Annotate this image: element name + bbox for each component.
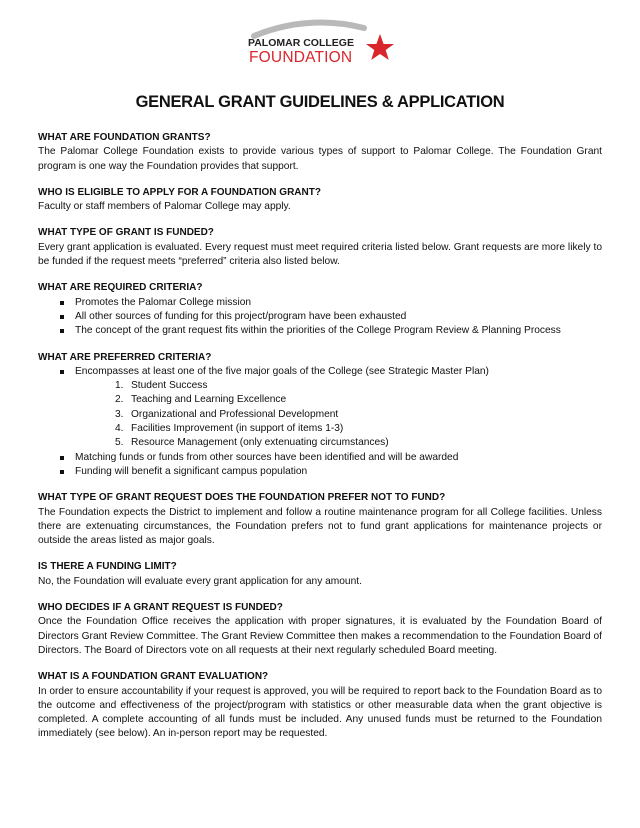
section-heading: WHAT IS A FOUNDATION GRANT EVALUATION? <box>38 671 269 683</box>
goal-number: 1. <box>115 380 124 392</box>
star-icon <box>366 34 394 60</box>
section-text: No, the Foundation will evaluate every grant application for any amount. <box>38 575 362 587</box>
goal-text: Resource Management (only extenuating circumstances) <box>131 437 389 449</box>
goal-number: 5. <box>115 437 124 449</box>
section-heading: WHO IS ELIGIBLE TO APPLY FOR A FOUNDATION GRANT? <box>38 186 321 198</box>
section-text: Faculty or staff members of Palomar College may apply. <box>38 201 291 213</box>
goal-text: Teaching and Learning Excellence <box>131 394 287 406</box>
goal-text: Student Success <box>131 380 208 392</box>
goal-number: 4. <box>115 423 124 435</box>
section-text: Every grant application is evaluated. Every request must meet required criteria listed below. Grant requests are more likely to be funded if the request meets “preferred” criteria also listed below. <box>38 241 602 268</box>
document-body <box>38 131 602 754</box>
section-text: The Palomar College Foundation exists to provide various types of support to Palomar College. The Foundation Grant program is one way the Foundation provides that support. <box>38 146 602 172</box>
section-heading: IS THERE A FUNDING LIMIT? <box>38 561 177 573</box>
section-text: In order to ensure accountability if your request is approved, you will be required to report back to the Foundation Board as to the outcome and effectiveness of the project/program with statistics or other measurable data when the grant objective is completed. A complete accounting of all funds must be included. Any unused funds must be returned to the Foundation immediately (see below). An in-person report may be requested. <box>38 685 602 740</box>
goal-number: 2. <box>115 394 124 406</box>
section-foundation-grants <box>38 131 602 174</box>
section-heading: WHAT ARE PREFERRED CRITERIA? <box>38 351 212 363</box>
section-heading: WHO DECIDES IF A GRANT REQUEST IS FUNDED? <box>38 602 283 614</box>
goal-item <box>38 379 602 393</box>
required-criteria-list <box>38 296 602 339</box>
section-eligibility <box>38 186 602 215</box>
section-funding-limit <box>38 560 602 589</box>
list-item: The concept of the grant request fits within the priorities of the College Program Review & Planning Process <box>38 324 602 338</box>
section-heading: WHAT ARE FOUNDATION GRANTS? <box>38 132 211 143</box>
goal-text: Facilities Improvement (in support of items 1-3) <box>131 423 344 435</box>
goal-item <box>38 436 602 450</box>
goal-item <box>38 408 602 422</box>
foundation-logo <box>246 18 394 68</box>
section-grant-evaluation <box>38 670 602 741</box>
college-goals-list <box>38 379 602 450</box>
logo-graphic <box>246 18 394 68</box>
list-item: Funding will benefit a significant campus population <box>38 465 602 479</box>
logo-line2: FOUNDATION <box>249 49 353 66</box>
goal-text: Organizational and Professional Development <box>131 408 339 420</box>
goal-item <box>38 393 602 407</box>
list-item: Promotes the Palomar College mission <box>38 296 602 310</box>
list-item: All other sources of funding for this project/program have been exhausted <box>38 310 602 324</box>
section-not-funded <box>38 491 602 548</box>
preferred-criteria-list <box>38 365 602 379</box>
section-required-criteria <box>38 281 602 338</box>
section-heading: WHAT TYPE OF GRANT REQUEST DOES THE FOUNDATION PREFER NOT TO FUND? <box>38 492 446 504</box>
list-item: Matching funds or funds from other sources have been identified and will be awarded <box>38 451 602 465</box>
goal-item <box>38 422 602 436</box>
logo-swoosh <box>254 23 364 36</box>
section-preferred-criteria <box>38 351 602 480</box>
section-text: The Foundation expects the District to implement and follow a routine maintenance program for all College facilities. Unless there are extenuating circumstances, the Foundation prefers not to fund grant applications for maintenance projects or outside the areas listed as major goals. <box>38 506 602 547</box>
list-item-text: Encompasses at least one of the five major goals of the College (see Strategic Master Plan) <box>75 365 489 377</box>
section-who-decides <box>38 601 602 658</box>
list-item <box>38 365 602 379</box>
section-grant-type <box>38 226 602 269</box>
page-title: GENERAL GRANT GUIDELINES & APPLICATION <box>135 93 505 111</box>
section-text: Once the Foundation Office receives the application with proper signatures, it is evaluated by the Foundation Board of Directors Grant Review Committee. The Grant Review Committee then makes a recommendation to the Foundation Board of Directors. The Board of Directors vote on all requests at their next regularly scheduled Board meeting. <box>38 616 602 656</box>
goal-number: 3. <box>115 408 124 420</box>
section-heading: WHAT ARE REQUIRED CRITERIA? <box>38 282 203 294</box>
section-heading: WHAT TYPE OF GRANT IS FUNDED? <box>38 227 214 239</box>
preferred-criteria-list-continued <box>38 451 602 480</box>
logo-line1: PALOMAR COLLEGE <box>248 37 354 49</box>
